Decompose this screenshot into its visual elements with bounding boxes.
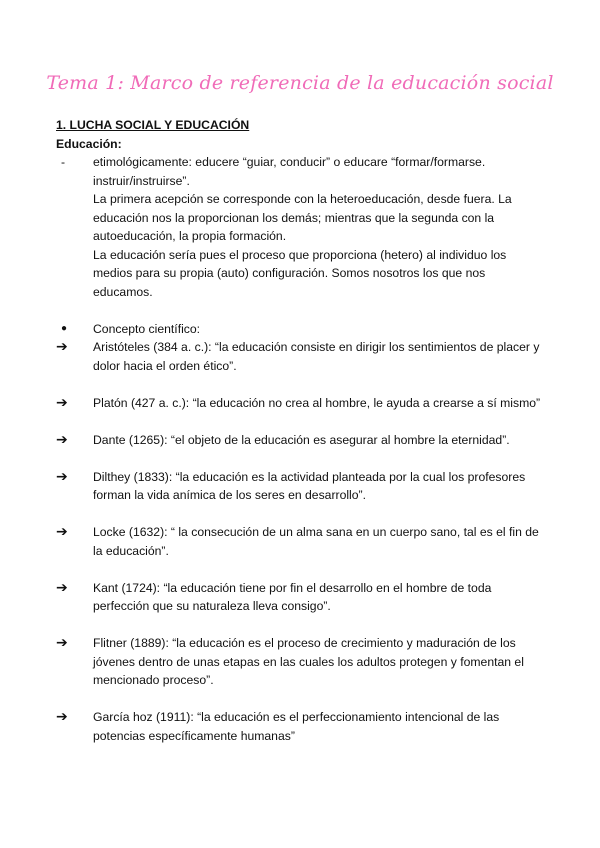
acepcion-paragraph: La primera acepción se corresponde con la heteroeducación, desde fuera. La educación nos la proporcionan los demás; mientras que la segunda con la autoeducación, la propia formación. [93, 192, 512, 243]
arrow-icon: ➔ [56, 467, 68, 484]
definition-text: Locke (1632): “ la consecución de un alma sana en un cuerpo sano, tal es el fin de la educación”. [93, 525, 539, 558]
etymology-line: etimológicamente: educere “guiar, conducir” o educare “formar/formarse. instruir/instruirse”. [93, 155, 486, 188]
definition-item [56, 634, 546, 690]
spacer [56, 301, 546, 320]
definition-item [56, 523, 546, 560]
definition-item [56, 708, 546, 745]
section-heading: 1. LUCHA SOCIAL Y EDUCACIÓN [56, 118, 250, 132]
definition-item [56, 338, 546, 375]
bullet-icon: ● [61, 322, 68, 334]
definition-text: Aristóteles (384 a. c.): “la educación consiste en dirigir los sentimientos de placer y dolor hacia el orden ético”. [93, 340, 540, 373]
definition-text: García hoz (1911): “la educación es el perfeccionamiento intencional de las potencias específicamente humanas” [93, 710, 500, 743]
dash-marker: - [61, 155, 66, 169]
document-body [56, 116, 546, 764]
definition-item [56, 431, 546, 450]
arrow-icon: ➔ [56, 634, 68, 650]
arrow-icon: ➔ [56, 708, 68, 724]
arrow-icon: ➔ [56, 578, 68, 595]
definition-item [56, 394, 546, 413]
bullet-concepto [56, 320, 546, 339]
etymology-item [56, 153, 546, 301]
definition-item [56, 579, 546, 616]
definition-text: Kant (1724): “la educación tiene por fin el desarrollo en el hombre de toda perfección que su naturaleza lleva consigo”. [93, 580, 492, 613]
arrow-icon: ➔ [56, 430, 68, 447]
definition-text: Flitner (1889): “la educación es el proceso de crecimiento y maduración de los jóvenes dentro de unas etapas en las cuales los adultos protegen y fomentan el mencionado proceso”. [93, 636, 524, 687]
page-title: Tema 1: Marco de referencia de la educación social [46, 72, 554, 94]
arrow-icon: ➔ [56, 523, 68, 539]
definition-text: Dilthey (1833): “la educación es la actividad planteada por la cual los profesores forman la vida anímica de los seres en desarrollo”. [93, 469, 526, 502]
definition-text: Dante (1265): “el objeto de la educación es asegurar al hombre la eternidad”. [93, 432, 510, 447]
bullet-label: Concepto científico: [93, 321, 201, 336]
definition-text: Platón (427 a. c.): “la educación no crea al hombre, le ayuda a crearse a sí mismo” [93, 395, 541, 410]
subheading-educacion: Educación: [56, 136, 122, 151]
definition-item [56, 468, 546, 505]
arrow-icon: ➔ [56, 393, 68, 410]
conclusion-paragraph: La educación sería pues el proceso que proporciona (hetero) al individuo los medios para su propia (auto) configuración. Somos nosotros los que nos educamos. [93, 247, 507, 299]
arrow-icon: ➔ [56, 338, 68, 354]
